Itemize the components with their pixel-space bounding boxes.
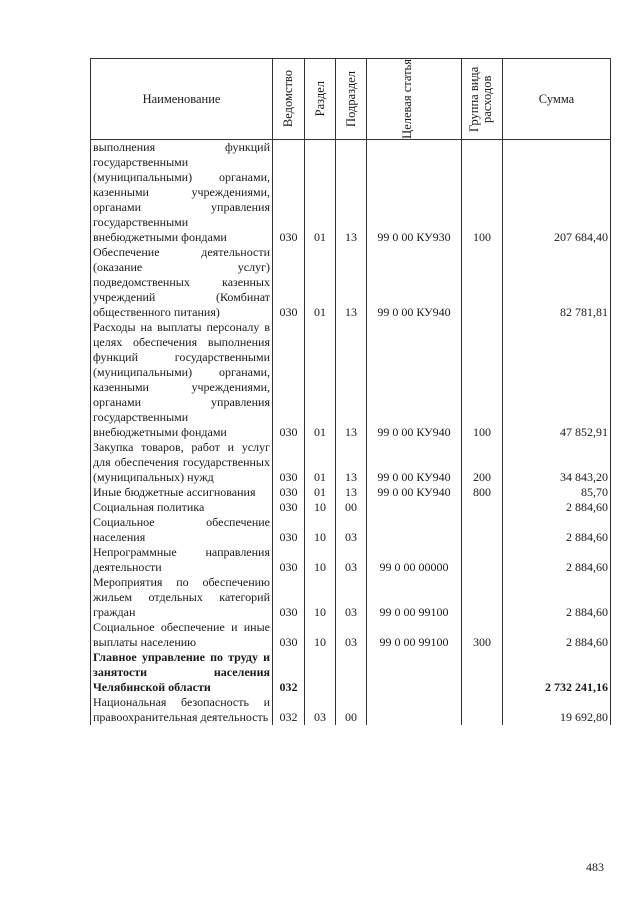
row-summa: 2 884,60 [503, 545, 611, 575]
row-podrazdel [336, 650, 367, 695]
row-razdel: 03 [305, 695, 336, 725]
header-razdel: Раздел [305, 59, 336, 140]
row-vedomstvo: 030 [273, 575, 305, 620]
row-razdel: 01 [305, 485, 336, 500]
table-body [91, 140, 611, 726]
row-razdel: 10 [305, 515, 336, 545]
row-razdel: 01 [305, 440, 336, 485]
row-podrazdel: 03 [336, 575, 367, 620]
row-name: Главное управление по труду и занятости населения Челябинской области [91, 650, 273, 695]
row-name: Мероприятия по обеспечению жильем отдельных категорий граждан [91, 575, 273, 620]
row-razdel [305, 650, 336, 695]
row-vedomstvo: 030 [273, 485, 305, 500]
table-row [91, 140, 611, 246]
row-gruppa [462, 245, 503, 320]
header-name: Наименование [91, 59, 273, 140]
row-name: Социальная политика [91, 500, 273, 515]
row-summa: 47 852,91 [503, 320, 611, 440]
row-summa: 2 884,60 [503, 620, 611, 650]
row-summa: 2 884,60 [503, 515, 611, 545]
row-razdel: 01 [305, 320, 336, 440]
budget-table [90, 58, 611, 725]
row-gruppa [462, 545, 503, 575]
table-row [91, 620, 611, 650]
row-summa: 2 884,60 [503, 575, 611, 620]
row-celevaya-statya: 99 0 00 КУ940 [367, 485, 462, 500]
table-row [91, 545, 611, 575]
header-summa: Сумма [503, 59, 611, 140]
table-row [91, 575, 611, 620]
row-razdel: 10 [305, 575, 336, 620]
row-gruppa [462, 515, 503, 545]
row-name: Расходы на выплаты персоналу в целях обеспечения выполнения функций государственными (муниципальными) органами, казенными учреждениями, органами управления государственными внебюджетными фондами [91, 320, 273, 440]
header-podrazdel: Подраздел [336, 59, 367, 140]
row-vedomstvo: 030 [273, 545, 305, 575]
table-row [91, 485, 611, 500]
row-name: выполнения функций государственными (муниципальными) органами, казенными учреждениями, органами управления государственными внебюджетными фондами [91, 140, 273, 246]
row-celevaya-statya: 99 0 00 99100 [367, 575, 462, 620]
row-podrazdel: 00 [336, 500, 367, 515]
row-podrazdel: 13 [336, 140, 367, 246]
row-name: Обеспечение деятельности (оказание услуг) подведомственных казенных учреждений (Комбинат общественного питания) [91, 245, 273, 320]
row-celevaya-statya [367, 695, 462, 725]
row-name: Социальное обеспечение и иные выплаты населению [91, 620, 273, 650]
table-row [91, 650, 611, 695]
row-gruppa: 200 [462, 440, 503, 485]
header-gruppa-vida-rashodov: Группа вида расходов [462, 59, 503, 140]
table-header [91, 59, 611, 140]
row-name: Закупка товаров, работ и услуг для обеспечения государственных (муниципальных) нужд [91, 440, 273, 485]
header-celevaya-statya: Целевая статья [367, 59, 462, 140]
row-podrazdel: 03 [336, 545, 367, 575]
row-celevaya-statya [367, 500, 462, 515]
row-name: Национальная безопасность и правоохранительная деятельность [91, 695, 273, 725]
row-vedomstvo: 032 [273, 695, 305, 725]
row-vedomstvo: 030 [273, 515, 305, 545]
row-celevaya-statya: 99 0 00 99100 [367, 620, 462, 650]
row-podrazdel: 03 [336, 620, 367, 650]
header-vedomstvo: Ведомство [273, 59, 305, 140]
row-gruppa [462, 500, 503, 515]
row-celevaya-statya: 99 0 00 00000 [367, 545, 462, 575]
row-podrazdel: 00 [336, 695, 367, 725]
row-podrazdel: 13 [336, 440, 367, 485]
row-vedomstvo: 030 [273, 320, 305, 440]
row-podrazdel: 13 [336, 485, 367, 500]
row-vedomstvo: 030 [273, 440, 305, 485]
row-celevaya-statya [367, 515, 462, 545]
row-gruppa [462, 575, 503, 620]
row-gruppa: 100 [462, 320, 503, 440]
row-summa: 2 884,60 [503, 500, 611, 515]
row-celevaya-statya: 99 0 00 КУ940 [367, 320, 462, 440]
row-razdel: 10 [305, 620, 336, 650]
row-vedomstvo: 030 [273, 500, 305, 515]
row-razdel: 10 [305, 500, 336, 515]
row-summa: 19 692,80 [503, 695, 611, 725]
row-name: Непрограммные направления деятельности [91, 545, 273, 575]
row-vedomstvo: 032 [273, 650, 305, 695]
row-razdel: 10 [305, 545, 336, 575]
row-celevaya-statya: 99 0 00 КУ930 [367, 140, 462, 246]
row-vedomstvo: 030 [273, 245, 305, 320]
row-summa: 207 684,40 [503, 140, 611, 246]
row-razdel: 01 [305, 245, 336, 320]
row-summa: 85,70 [503, 485, 611, 500]
table-row [91, 515, 611, 545]
row-celevaya-statya: 99 0 00 КУ940 [367, 440, 462, 485]
row-celevaya-statya [367, 650, 462, 695]
row-podrazdel: 13 [336, 245, 367, 320]
row-gruppa: 100 [462, 140, 503, 246]
row-summa: 82 781,81 [503, 245, 611, 320]
row-gruppa [462, 695, 503, 725]
row-summa: 2 732 241,16 [503, 650, 611, 695]
row-podrazdel: 03 [336, 515, 367, 545]
row-gruppa: 300 [462, 620, 503, 650]
row-name: Иные бюджетные ассигнования [91, 485, 273, 500]
page-number: 483 [586, 860, 604, 874]
row-gruppa [462, 650, 503, 695]
row-razdel: 01 [305, 140, 336, 246]
table-row [91, 695, 611, 725]
table-row [91, 320, 611, 440]
table-row [91, 245, 611, 320]
table-row [91, 440, 611, 485]
row-vedomstvo: 030 [273, 620, 305, 650]
row-vedomstvo: 030 [273, 140, 305, 246]
row-gruppa: 800 [462, 485, 503, 500]
row-name: Социальное обеспечение населения [91, 515, 273, 545]
table-row [91, 500, 611, 515]
row-podrazdel: 13 [336, 320, 367, 440]
row-summa: 34 843,20 [503, 440, 611, 485]
row-celevaya-statya: 99 0 00 КУ940 [367, 245, 462, 320]
